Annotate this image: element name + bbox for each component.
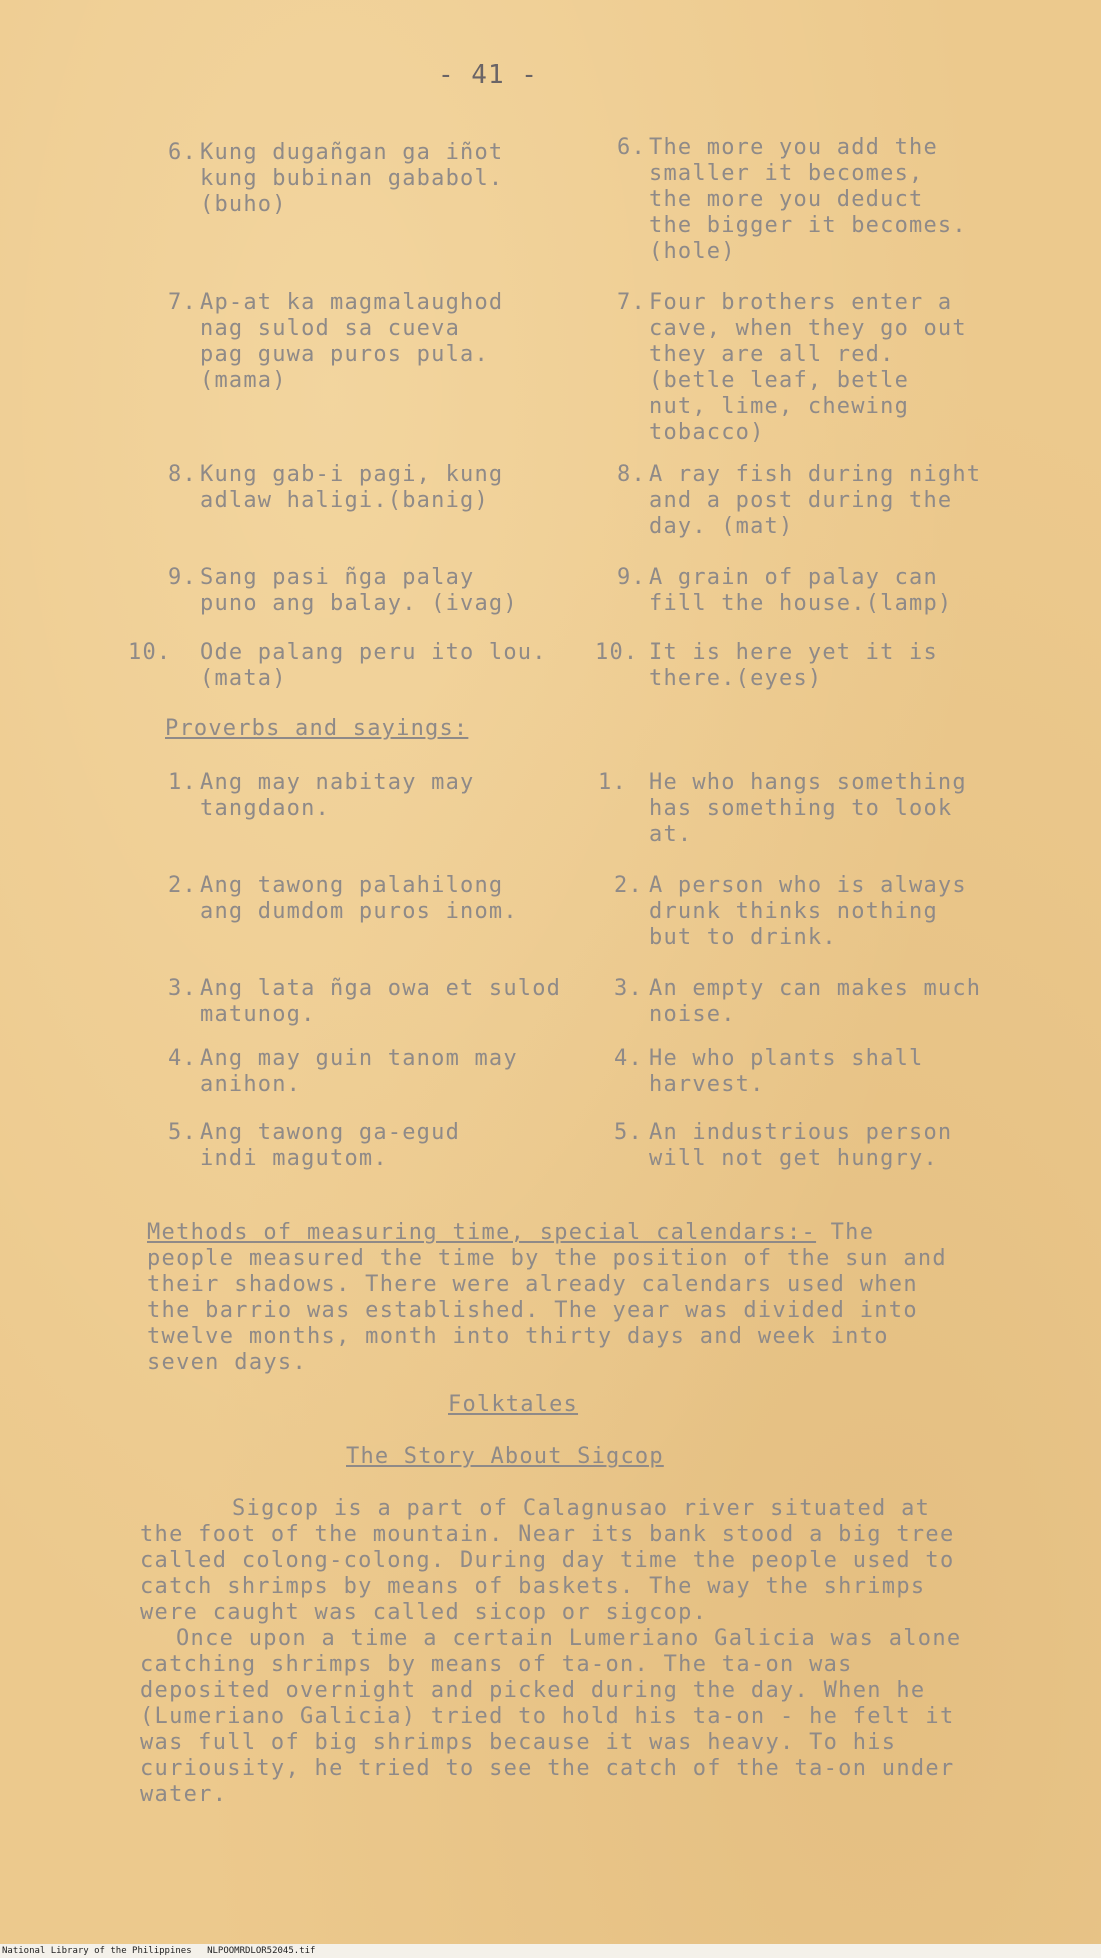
methods-heading: Methods of measuring time, special calendars:- (147, 1220, 817, 1245)
proverb-number: 5. (168, 1120, 197, 1145)
footer-library: National Library of the Philippines (2, 1946, 192, 1956)
proverb-native: Ang may guin tanom may anihon. (200, 1046, 518, 1097)
proverb-number: 5. (614, 1120, 643, 1145)
riddle-native: Ode palang peru ito lou. (mata) (200, 640, 547, 691)
page-number: - 41 - (438, 60, 538, 90)
proverb-native: Ang may nabitay may tangdaon. (200, 770, 475, 821)
methods-paragraph (147, 1220, 967, 1376)
proverb-english: An empty can makes much noise. (649, 976, 982, 1027)
proverb-number: 4. (168, 1046, 197, 1071)
story-paragraph-1: Sigcop is a part of Calagnusao river situated at the foot of the mountain. Near its bank stood a big tree called colong-colong. During day time the people used to catch shrimps by means of baskets. The way the shrimps were caught was called sicop or sigcop. (140, 1496, 955, 1625)
scan-footer (0, 1944, 1101, 1958)
folktales-heading: Folktales (448, 1392, 579, 1417)
proverb-number: 3. (168, 976, 197, 1001)
proverb-english: An industrious person will not get hungry. (649, 1120, 953, 1171)
riddle-english: A ray fish during night and a post during the day. (mat) (649, 462, 982, 539)
riddle-number: 7. (617, 290, 646, 315)
proverb-number: 2. (614, 873, 643, 898)
proverb-number: 4. (614, 1046, 643, 1071)
proverb-english: He who plants shall harvest. (649, 1046, 924, 1097)
riddle-english: The more you add the smaller it becomes, the more you deduct the bigger it becomes. (hole) (649, 135, 967, 264)
riddle-number: 8. (168, 462, 197, 487)
proverb-native: Ang tawong ga-egud indi magutom. (200, 1120, 461, 1171)
proverb-english: He who hangs something has something to look at. (649, 770, 967, 847)
proverb-number: 1. (598, 770, 627, 795)
proverb-english: A person who is always drunk thinks nothing but to drink. (649, 873, 967, 950)
riddle-number: 6. (168, 140, 197, 165)
story-title: The Story About Sigcop (346, 1444, 664, 1469)
story-paragraph-2: Once upon a time a certain Lumeriano Galicia was alone catching shrimps by means of ta-on. The ta-on was deposited overnight and picked during the day. When he (Lumeriano Galicia) tried to hold his ta-on - he felt it was full of big shrimps because it was heavy. To his curiousity, he tried to see the catch of the ta-on under water. (140, 1626, 962, 1807)
riddle-number: 9. (617, 565, 646, 590)
riddle-native: Kung gab-i pagi, kung adlaw haligi.(banig) (200, 462, 504, 513)
proverb-number: 3. (614, 976, 643, 1001)
riddle-number: 10. (595, 640, 639, 665)
riddle-number: 9. (168, 565, 197, 590)
riddle-english: A grain of palay can fill the house.(lamp) (649, 565, 953, 616)
riddle-number: 7. (168, 290, 197, 315)
footer-filename: NLPOOMRDLOR52045.tif (207, 1946, 316, 1956)
proverb-native: Ang tawong palahilong ang dumdom puros inom. (200, 873, 518, 924)
riddle-number: 8. (617, 462, 646, 487)
proverb-native: Ang lata ñga owa et sulod matunog. (200, 976, 562, 1027)
riddle-native: Kung dugañgan ga iñot kung bubinan gababol. (buho) (200, 140, 504, 217)
methods-text: The people measured the time by the position of the sun and their shadows. There were already calendars used when the barrio was established. The year was divided into twelve months, month into thirty days and week into seven days. (147, 1220, 947, 1375)
riddle-english: It is here yet it is there.(eyes) (649, 640, 938, 691)
proverbs-heading: Proverbs and sayings: (165, 716, 469, 741)
riddle-native: Sang pasi ñga palay puno ang balay. (ivag) (200, 565, 518, 616)
riddle-number: 6. (617, 135, 646, 160)
riddle-native: Ap-at ka magmalaughod nag sulod sa cueva pag guwa puros pula. (mama) (200, 290, 504, 393)
proverb-number: 2. (168, 873, 197, 898)
riddle-english: Four brothers enter a cave, when they go out they are all red. (betle leaf, betle nut, lime, chewing tobacco) (649, 290, 967, 445)
riddle-number: 10. (128, 640, 172, 665)
proverb-number: 1. (168, 770, 197, 795)
